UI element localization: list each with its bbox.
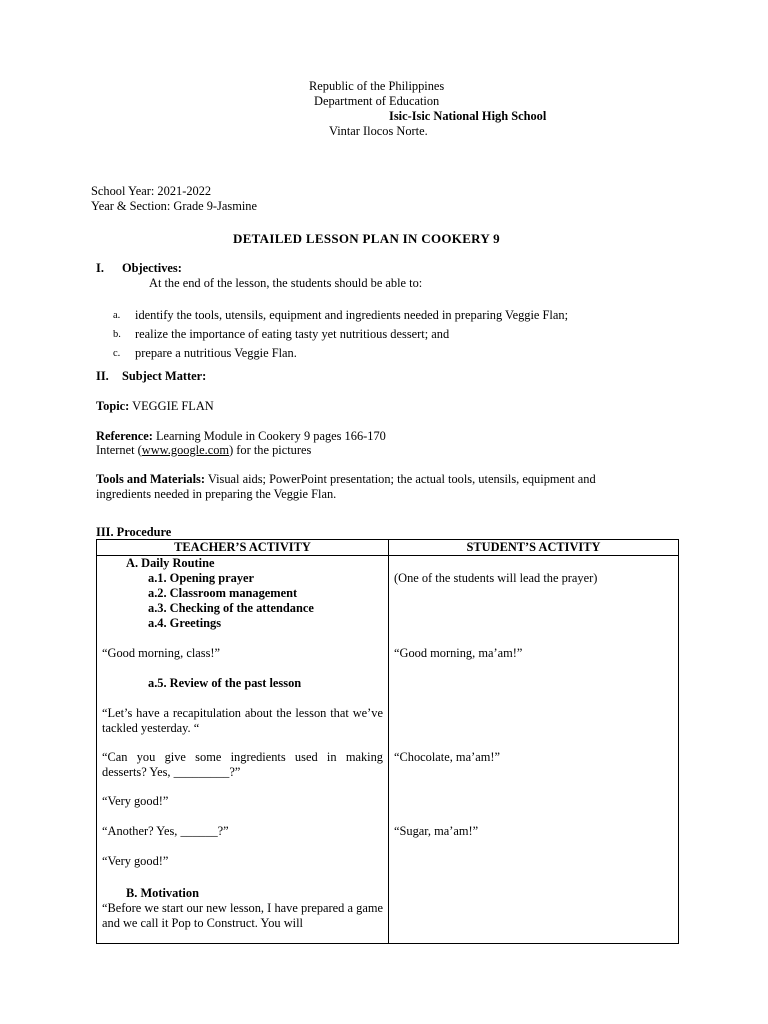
internet-suffix: ) for the pictures [229, 443, 312, 457]
topic-value: VEGGIE FLAN [132, 399, 214, 413]
procedure-table [96, 539, 679, 944]
teacher-good-morning: “Good morning, class!” [102, 646, 221, 660]
procedure-heading: III. Procedure [96, 525, 172, 539]
header-address: Vintar Ilocos Norte. [329, 124, 428, 138]
topic-line [96, 399, 214, 414]
year-section: Year & Section: Grade 9-Jasmine [91, 199, 257, 213]
greetings: a.4. Greetings [148, 616, 222, 630]
student-good-morning: “Good morning, ma’am!” [394, 646, 523, 660]
objectives-intro: At the end of the lesson, the students should be able to: [149, 276, 423, 290]
objective-letter-a: a. [113, 310, 121, 321]
objective-item-b: realize the importance of eating tasty yet nutritious dessert; and [135, 327, 450, 341]
school-year: School Year: 2021-2022 [91, 184, 212, 198]
tools-line-2: ingredients needed in preparing the Veggie Flan. [96, 487, 337, 501]
objective-letter-b: b. [113, 329, 121, 340]
internet-prefix: Internet ( [96, 443, 142, 457]
google-link[interactable]: www.google.com [141, 443, 230, 457]
student-sugar: “Sugar, ma’am!” [394, 824, 479, 838]
table-column-divider [388, 540, 389, 943]
objectives-heading: Objectives: [122, 261, 182, 275]
header-country: Republic of the Philippines [309, 79, 445, 93]
reference-value: Learning Module in Cookery 9 pages 166-170 [155, 429, 386, 443]
daily-routine-heading: A. Daily Routine [126, 556, 215, 570]
subject-numeral: II. [96, 369, 109, 383]
subject-heading: Subject Matter: [122, 369, 207, 383]
student-activity-header: STUDENT’S ACTIVITY [466, 540, 601, 554]
opening-prayer: a.1. Opening prayer [148, 571, 255, 585]
student-prayer: (One of the students will lead the prayer) [394, 571, 598, 585]
page-title: DETAILED LESSON PLAN IN COOKERY 9 [233, 231, 500, 246]
teacher-very-good-1: “Very good!” [102, 794, 169, 808]
student-chocolate: “Chocolate, ma’am!” [394, 750, 500, 764]
objective-item-c: prepare a nutritious Veggie Flan. [135, 346, 297, 360]
internet-line [96, 443, 311, 458]
teacher-another: “Another? Yes, ______?” [102, 824, 229, 838]
teacher-recap: “Let’s have a recapitulation about the lesson that we’ve tackled yesterday. “ [102, 706, 383, 735]
teacher-activity-header: TEACHER’S ACTIVITY [174, 540, 311, 554]
teacher-ingredients-question: “Can you give some ingredients used in making desserts? Yes, _________?” [102, 750, 383, 779]
objective-letter-c: c. [113, 348, 121, 359]
teacher-motivation: “Before we start our new lesson, I have prepared a game and we call it Pop to Construct. You will [102, 901, 383, 930]
objective-item-a: identify the tools, utensils, equipment and ingredients needed in preparing Veggie Flan; [135, 308, 569, 322]
review-past-lesson: a.5. Review of the past lesson [148, 676, 302, 690]
topic-label: Topic: [96, 399, 130, 413]
reference-line [96, 429, 386, 444]
tools-line-1 [96, 472, 596, 487]
objectives-numeral: I. [96, 261, 104, 275]
header-school: Isic-Isic National High School [389, 109, 547, 123]
tools-value-1: Visual aids; PowerPoint presentation; the actual tools, utensils, equipment and [207, 472, 596, 486]
teacher-very-good-2: “Very good!” [102, 854, 169, 868]
classroom-management: a.2. Classroom management [148, 586, 298, 600]
checking-attendance: a.3. Checking of the attendance [148, 601, 314, 615]
motivation-heading: B. Motivation [126, 886, 199, 900]
reference-label: Reference: [96, 429, 153, 443]
header-department: Department of Education [314, 94, 440, 108]
tools-label: Tools and Materials: [96, 472, 205, 486]
